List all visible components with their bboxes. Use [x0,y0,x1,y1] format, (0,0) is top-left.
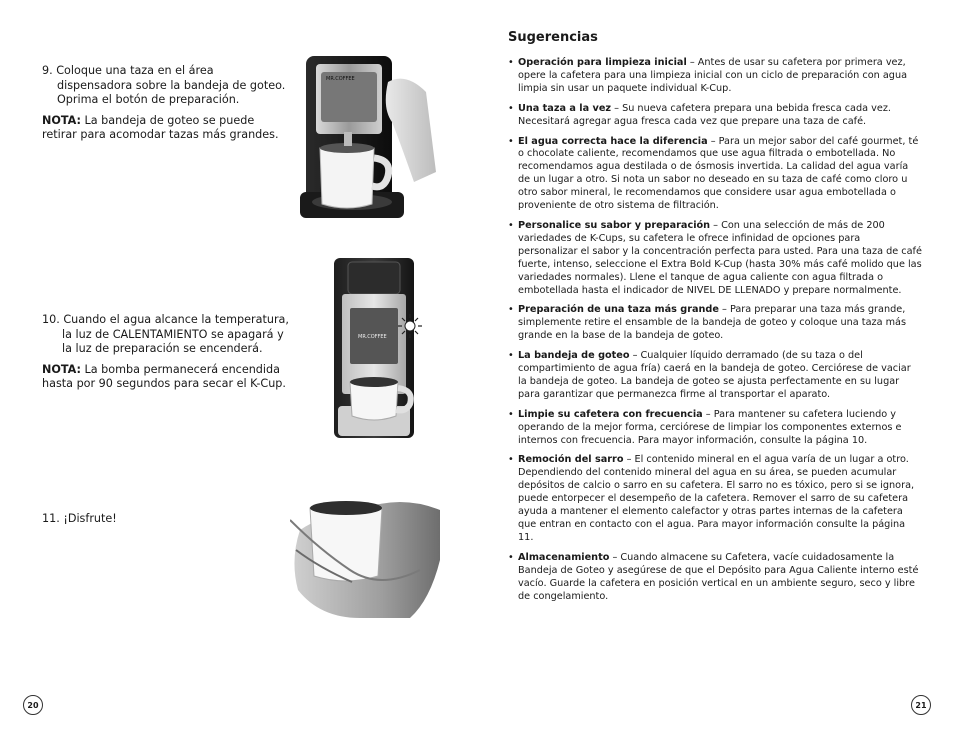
tip-item [508,304,922,343]
coffee-maker-front-image [328,256,428,440]
tip-item [508,103,922,129]
step-10-note-text: La bomba permanecerá encendida hasta por 90 segundos para secar el K-Cup. [42,362,286,390]
page-number-left: 20 [23,695,43,715]
tip-item [508,454,922,544]
note-label: NOTA: [42,362,81,376]
coffee-maker-brewing-image [296,52,436,224]
bullet-icon: • [508,135,514,147]
step-10-text: 10. Cuando el agua alcance la temperatura, la luz de CALENTAMIENTO se apagará y la luz de preparación se encenderá. [42,313,289,355]
bullet-icon: • [508,551,514,563]
bullet-icon: • [508,408,514,420]
tip-label: Una taza a la vez [518,102,612,114]
tip-label: La bandeja de goteo [518,350,630,362]
bullet-icon: • [508,350,514,362]
tip-text: – Antes de usar su cafetera por primera vez, opere la cafetera para una limpieza inicial con un ciclo de preparación con agua limpia sin usar un paquete individual K-Cup. [518,57,908,94]
tip-label: Remoción del sarro [518,454,624,466]
step-9 [42,64,292,143]
tip-text: – Cuando almacene su Cafetera, vacíe cuidadosamente la Bandeja de Goteo y asegúrese de que el Depósito para Agua Caliente interno esté vacío. Guarde la cafetera en posición vertical en un ambiente seguro, seco y libre de congelamiento. [518,551,919,602]
tip-label: Preparación de una taza más grande [518,304,719,316]
note-label: NOTA: [42,113,81,127]
tips-section [508,30,922,610]
step-11 [42,512,292,527]
tip-item [508,552,922,604]
step-11-text: 11. ¡Disfrute! [42,512,117,525]
tip-item [508,350,922,402]
brand-logo: MR.COFFEE [358,334,387,340]
bullet-icon: • [508,454,514,466]
tip-text: – El contenido mineral en el agua varía de un lugar a otro. Dependiendo del contenido mineral del agua en su área, se pueden acumular depósitos de calcio o sarro en su cafetera. El sarro no es tóxico, pero si se ignora, puede entorpecer el desempeño de la cafetera. Remover el sarro de su cafetera ayuda a mantener el elemento calefactor y otras partes internas de la cafetera que entran en contacto con el agua. Para mayor información consulte la página 11. [518,454,915,543]
brand-logo: MR.COFFEE [326,76,355,82]
tip-text: – Para preparar una taza más grande, simplemente retire el ensamble de la bandeja de goteo y coloque una taza más grande en la base de la bandeja de goteo. [518,304,907,342]
tip-label: Limpie su cafetera con frecuencia [518,408,703,420]
tip-label: Operación para limpieza inicial [518,57,687,68]
step-10-note [42,363,292,392]
step-9-note [42,114,292,143]
tips-list [508,57,922,603]
tip-item [508,220,922,297]
tip-text: – Con una selección de más de 200 variedades de K-Cups, su cafetera le ofrece infinidad de opciones para personalizar el sabor y la concentración perfecta para usted. Para una taza de café fuerte, intenso, seleccione el Extra Bold K-Cup (hasta 30% más café molido que las variedades normales). Llene el tanque de agua caliente con agua filtrada o embotellada hasta el indicador de NIVEL DE LLENADO y prepare normalmente. [518,219,922,296]
tip-text: – Para un mejor sabor del café gourmet, té o chocolate caliente, recomendamos que use agua filtrada o embotellada. No recomendamos agua destilada o de ósmosis invertida. La calidad del agua varía de un lugar a otro. Si nota un sabor no deseado en su taza de café como cloro u otro sabor mineral, le recomendamos que considere usar agua embotellada o proveniente de otro sistema de filtración. [518,135,919,212]
bullet-icon: • [508,304,514,316]
bullet-icon: • [508,102,514,114]
tips-title: Sugerencias [508,30,598,45]
bullet-icon: • [508,57,514,68]
tip-text: – Para mantener su cafetera luciendo y operando de la mejor forma, cerciórese de limpiar los componentes externos e internos con frecuencia. Para mayor información, consulte la página 10. [518,408,902,446]
tip-text: – Su nueva cafetera prepara una bebida fresca cada vez. Necesitará agregar agua fresca cada vez que prepare una taza de café. [518,102,892,127]
tip-label: Almacenamiento [518,551,610,563]
bullet-icon: • [508,219,514,231]
step-10 [42,313,292,392]
tip-text: – Cualquier líquido derramado (de su taza o del compartimiento de agua fría) caerá en la bandeja de goteo. Cerciórese de vaciar la bandeja de goteo. La bandeja de goteo se ajusta perfectamente en su lugar para garantizar que permanezca firme al transportar el aparato. [518,350,911,400]
tip-item [508,57,922,96]
step-9-note-text: La bandeja de goteo se puede retirar para acomodar tazas más grandes. [42,113,279,141]
step-9-text: 9. Coloque una taza en el área dispensadora sobre la bandeja de goteo. Oprima el botón de preparación. [42,64,286,106]
tip-label: El agua correcta hace la diferencia [518,135,708,147]
tip-label: Personalice su sabor y preparación [518,219,711,231]
page-number-right: 21 [911,695,931,715]
tip-item [508,136,922,213]
tip-item [508,409,922,448]
hands-holding-cup-image [290,490,440,620]
